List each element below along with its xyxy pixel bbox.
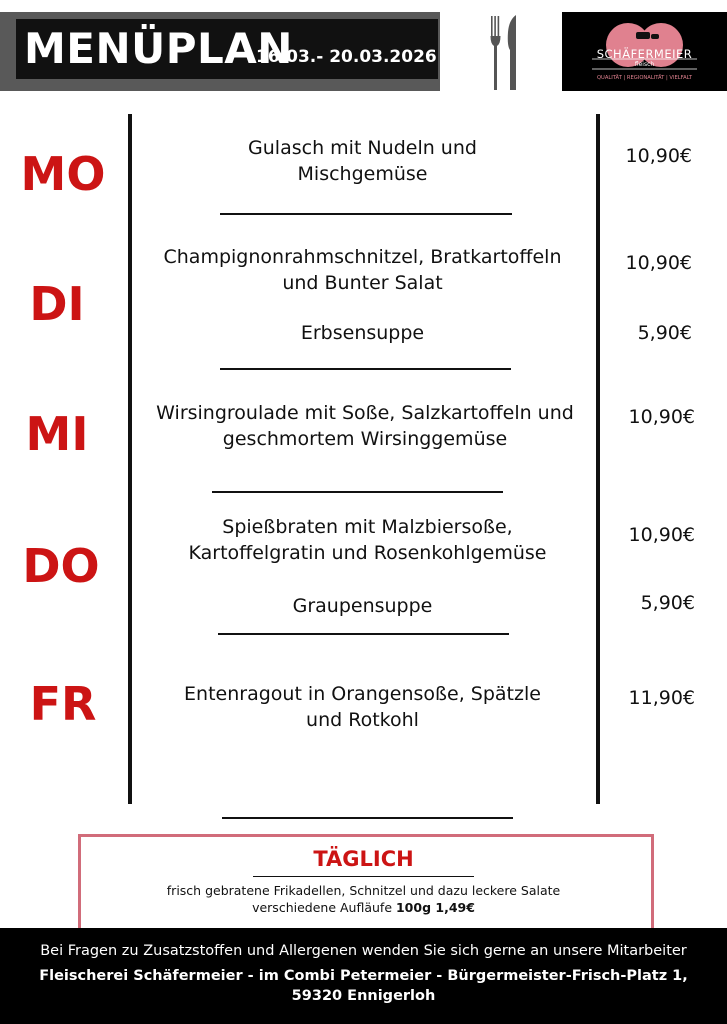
daily-line-1: frisch gebratene Frikadellen, Schnitzel und dazu leckere Salate bbox=[166, 883, 561, 898]
footer-address-1: Fleischerei Schäfermeier - im Combi Petermeier - Bürgermeister-Frisch-Platz 1, bbox=[39, 968, 688, 984]
price-di-1: 10,90€ bbox=[625, 252, 692, 274]
page-title: MENÜPLAN bbox=[24, 24, 293, 73]
footer-address-2: 59320 Ennigerloh bbox=[291, 988, 436, 1004]
logo-tagline: QUALITÄT | REGIONALITÄT | VIELFALT bbox=[596, 75, 693, 81]
separator bbox=[220, 213, 512, 215]
daily-line-2-text: verschiedene Aufläufe bbox=[252, 900, 396, 915]
logo-name: SCHÄFERMEIER bbox=[596, 47, 693, 61]
dish-mo-1: Gulasch mit Nudeln und Mischgemüse bbox=[248, 137, 477, 185]
fork-knife-icon bbox=[488, 14, 520, 92]
dish-do-2: Graupensuppe bbox=[292, 595, 433, 617]
logo bbox=[562, 12, 727, 91]
price-mo-1: 10,90€ bbox=[625, 145, 692, 167]
day-do: DO bbox=[22, 539, 100, 593]
price-do-1: 10,90€ bbox=[628, 524, 695, 546]
dish-di-1: Champignonrahmschnitzel, Bratkartoffeln und Bunter Salat bbox=[163, 246, 562, 294]
price-mi-1: 10,90€ bbox=[628, 406, 695, 428]
dish-do-1: Spießbraten mit Malzbiersoße, Kartoffelgratin und Rosenkohlgemüse bbox=[188, 516, 547, 564]
left-divider bbox=[128, 114, 132, 804]
separator bbox=[220, 368, 511, 370]
day-di: DI bbox=[29, 277, 85, 331]
daily-title: TÄGLICH bbox=[313, 847, 414, 871]
day-fr: FR bbox=[29, 677, 97, 731]
day-mi: MI bbox=[25, 407, 89, 461]
daily-rule bbox=[253, 876, 474, 877]
separator bbox=[222, 817, 513, 819]
price-do-2: 5,90€ bbox=[640, 592, 695, 614]
separator bbox=[218, 633, 509, 635]
dish-di-2: Erbsensuppe bbox=[300, 322, 425, 344]
logo-sub: fleisch bbox=[634, 61, 655, 68]
dish-mi-1: Wirsingroulade mit Soße, Salzkartoffeln und geschmortem Wirsinggemüse bbox=[156, 402, 574, 450]
day-mo: MO bbox=[20, 147, 106, 201]
price-di-2: 5,90€ bbox=[637, 322, 692, 344]
daily-line-2-price: 100g 1,49€ bbox=[395, 900, 475, 915]
dish-fr-1: Entenragout in Orangensoße, Spätzle und Rotkohl bbox=[184, 683, 541, 731]
price-fr-1: 11,90€ bbox=[628, 687, 695, 709]
daily-line-2 bbox=[0, 899, 727, 916]
footer-allergen-note: Bei Fragen zu Zusatzstoffen und Allergenen wenden Sie sich gerne an unsere Mitarbeiter bbox=[40, 943, 687, 959]
separator bbox=[212, 491, 503, 493]
date-range: 16.03.- 20.03.2026 bbox=[256, 47, 437, 67]
